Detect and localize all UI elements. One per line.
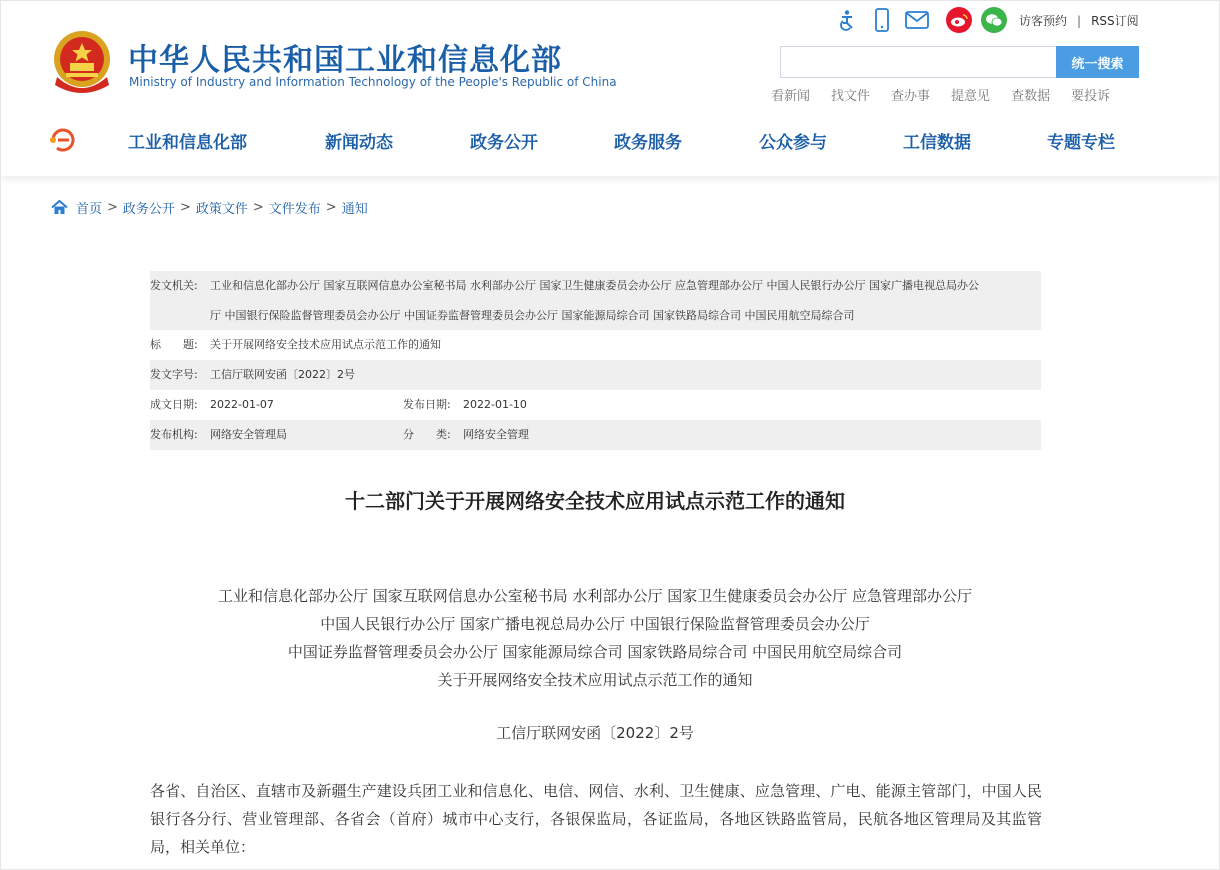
info-row-org-category bbox=[150, 420, 1041, 450]
quick-link-data[interactable]: 查数据 bbox=[1011, 89, 1051, 104]
quick-link-feedback[interactable]: 提意见 bbox=[951, 89, 991, 104]
info-value-category: 网络安全管理 bbox=[463, 428, 529, 441]
breadcrumb-separator: > bbox=[107, 200, 118, 215]
nav-item-topics[interactable]: 专题专栏 bbox=[1047, 133, 1115, 153]
visitor-appointment-link[interactable]: 访客预约 bbox=[1019, 14, 1068, 28]
info-row-dates bbox=[150, 390, 1041, 420]
nav-item-government-affairs[interactable]: 政务公开 bbox=[470, 133, 538, 153]
mobile-icon[interactable] bbox=[869, 7, 895, 33]
document-paragraph: 各省、自治区、直辖市及新疆生产建设兵团工业和信息化、电信、网信、水利、卫生健康、应急管理、广电、能源主管部门，中国人民银行各分行、营业管理部、各省会（首府）城市中心支行，各银保监局，各证监局，各地区铁路监管局，民航各地区管理局及其监管局，相关单位： bbox=[150, 782, 1042, 856]
wechat-icon[interactable] bbox=[981, 7, 1007, 33]
top-links bbox=[1019, 12, 1139, 29]
info-value-subject: 关于开展网络安全技术应用试点示范工作的通知 bbox=[210, 338, 441, 351]
document-info-table bbox=[150, 271, 1041, 450]
document-header-line: 中国证券监督管理委员会办公厅 国家能源局综合司 国家铁路局综合司 中国民用航空局综合司 bbox=[287, 643, 903, 661]
quick-link-services[interactable]: 查办事 bbox=[891, 89, 931, 104]
mail-icon[interactable] bbox=[904, 7, 930, 33]
breadcrumb-file-release[interactable]: 文件发布 bbox=[268, 202, 321, 217]
rss-link[interactable]: RSS订阅 bbox=[1091, 14, 1139, 28]
info-label-docno: 发文字号: bbox=[150, 368, 198, 381]
nav-item-data[interactable]: 工信数据 bbox=[903, 133, 971, 153]
info-row-subject bbox=[150, 330, 1041, 360]
info-label-category: 分 类: bbox=[403, 428, 451, 441]
site-title[interactable]: 中华人民共和国工业和信息化部 bbox=[128, 43, 562, 78]
info-label-org: 发布机构: bbox=[150, 428, 198, 441]
breadcrumb-separator: > bbox=[252, 200, 264, 215]
home-icon[interactable] bbox=[51, 200, 68, 215]
breadcrumb-notice[interactable]: 通知 bbox=[341, 202, 368, 217]
info-label-subject: 标 题: bbox=[150, 338, 198, 351]
info-value-issuer-line1: 工业和信息化部办公厅 国家互联网信息办公室秘书局 水利部办公厅 国家卫生健康委员会办公厅 应急管理部办公厅 中国人民银行办公厅 国家广播电视总局办公 bbox=[210, 279, 979, 292]
info-label-issuer: 发文机关: bbox=[150, 279, 198, 292]
breadcrumb-home[interactable]: 首页 bbox=[76, 202, 103, 217]
breadcrumb-separator: > bbox=[179, 200, 191, 215]
nav-item-participation[interactable]: 公众参与 bbox=[759, 133, 827, 153]
info-value-written-date: 2022-01-07 bbox=[210, 398, 274, 411]
miit-logo-icon[interactable] bbox=[49, 128, 77, 152]
quick-link-news[interactable]: 看新闻 bbox=[771, 89, 811, 104]
breadcrumb-policy-files[interactable]: 政策文件 bbox=[195, 202, 248, 217]
nav-item-news[interactable]: 新闻动态 bbox=[325, 133, 393, 153]
top-link-separator: | bbox=[1077, 14, 1082, 28]
info-value-published-date: 2022-01-10 bbox=[463, 398, 527, 411]
document-title: 十二部门关于开展网络安全技术应用试点示范工作的通知 bbox=[345, 489, 845, 513]
search-button[interactable]: 统一搜索 bbox=[1056, 46, 1139, 78]
info-label-written-date: 成文日期: bbox=[150, 398, 198, 411]
quick-link-files[interactable]: 找文件 bbox=[831, 89, 871, 104]
accessibility-icon[interactable] bbox=[834, 7, 860, 33]
breadcrumb bbox=[51, 198, 368, 217]
document-header-line: 中国人民银行办公厅 国家广播电视总局办公厅 中国银行保险监督管理委员会办公厅 bbox=[320, 615, 870, 633]
info-value-org: 网络安全管理局 bbox=[210, 428, 287, 441]
quick-links bbox=[771, 85, 1131, 104]
search-input[interactable] bbox=[780, 46, 1058, 78]
document-header-lines bbox=[1, 582, 1189, 694]
main-nav bbox=[101, 128, 1151, 154]
info-value-issuer bbox=[210, 271, 1041, 331]
breadcrumb-government-affairs[interactable]: 政务公开 bbox=[122, 202, 175, 217]
document-number: 工信厅联网安函〔2022〕2号 bbox=[496, 724, 694, 742]
document-header-line: 工业和信息化部办公厅 国家互联网信息办公室秘书局 水利部办公厅 国家卫生健康委员会办公厅 应急管理部办公厅 bbox=[217, 587, 973, 605]
national-emblem-icon bbox=[51, 29, 113, 95]
info-label-published-date: 发布日期: bbox=[403, 398, 451, 411]
document-header-line: 关于开展网络安全技术应用试点示范工作的通知 bbox=[437, 671, 753, 689]
breadcrumb-separator: > bbox=[325, 200, 337, 215]
info-row-issuer bbox=[150, 271, 1041, 330]
quick-link-complaint[interactable]: 要投诉 bbox=[1071, 89, 1111, 104]
nav-item-services[interactable]: 政务服务 bbox=[614, 133, 682, 153]
site-subtitle: Ministry of Industry and Information Technology of the People's Republic of China bbox=[129, 75, 617, 89]
nav-item-ministry[interactable]: 工业和信息化部 bbox=[128, 133, 247, 153]
site-header bbox=[1, 1, 1220, 176]
info-value-issuer-line2: 厅 中国银行保险监督管理委员会办公厅 中国证券监督管理委员会办公厅 国家能源局综合司 国家铁路局综合司 中国民用航空局综合司 bbox=[210, 309, 855, 322]
weibo-icon[interactable] bbox=[946, 7, 972, 33]
info-value-docno: 工信厅联网安函〔2022〕2号 bbox=[210, 368, 355, 381]
info-row-docno bbox=[150, 360, 1041, 390]
top-icon-bar bbox=[834, 7, 1016, 33]
